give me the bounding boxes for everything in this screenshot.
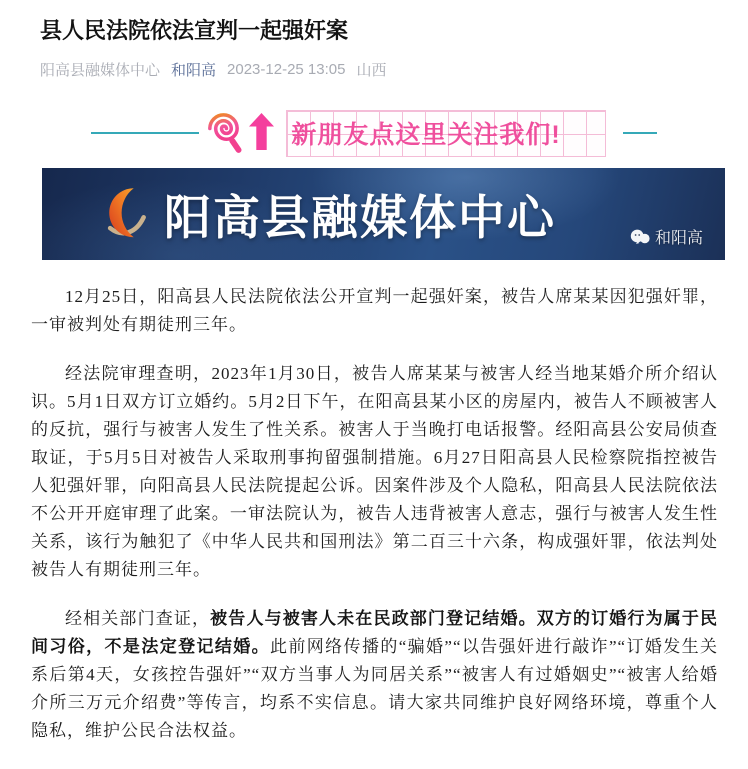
page-title: 县人民法院依法宣判一起强奸案 [40, 18, 349, 43]
paragraph-1 [31, 283, 718, 339]
follow-text: 新朋友点这里关注我们! [291, 121, 561, 149]
meta-source: 阳高县融媒体中心 [40, 62, 161, 79]
paragraph-3-bold-statement: 被告人与被害人未在民政部门登记结婚。双方的订婚行为属于民间习俗，不是法定登记结婚。 [31, 609, 719, 656]
paragraph-1-text: 12月25日，阳高县人民法院依法公开宣判一起强奸案，被告人席某某因犯强奸罪，一审被判处有期徒刑三年。 [31, 287, 718, 334]
meta-region: 山西 [356, 62, 387, 79]
paragraph-2 [31, 360, 718, 584]
meta-datetime: 2023-12-25 13:05 [227, 61, 346, 78]
follow-text-box [286, 110, 605, 157]
article-header [0, 0, 748, 80]
banner-title: 阳高县融媒体中心 [164, 190, 556, 244]
account-link[interactable]: 和阳高 [171, 62, 217, 79]
article-body [0, 260, 748, 769]
header-image-banner[interactable] [42, 168, 725, 260]
up-arrow-icon [249, 113, 274, 150]
follow-banner[interactable] [0, 102, 748, 164]
media-center-logo-icon [92, 181, 150, 247]
paragraph-3-prefix: 经相关部门查证， [65, 609, 211, 628]
watermark-text: 和阳高 [654, 230, 703, 247]
banner-watermark [630, 225, 703, 248]
spiral-lollipop-icon [204, 110, 243, 156]
divider-line-right [623, 132, 657, 134]
divider-line-left [91, 132, 199, 134]
paragraph-2-text: 经法院审理查明，2023年1月30日，被告人席某某与被害人经当地某婚介所介绍认识。5月1日双方订立婚约。5月2日下午，在阳高县某小区的房屋内，被告人不顾被害人的反抗，强行与被害人发生了性关系。被害人于当晚打电话报警。经阳高县公安局侦查取证，于5月5日对被告人采取刑事拘留强制措施。6月27日阳高县人民检察院指控被告人犯强奸罪，向阳高县人民法院提起公诉。因案件涉及个人隐私，阳高县人民法院依法不公开开庭审理了此案。一审法院认为，被告人违背被害人意志，强行与被害人发生性关系，该行为触犯了《中华人民共和国刑法》第二百三十六条，构成强奸罪，依法判处被告人有期徒刑三年。 [31, 364, 718, 579]
article-meta [40, 59, 708, 80]
paragraph-3-rest: 此前网络传播的“骗婚”“以告强奸进行敲诈”“订婚发生关系后第4天，女孩控告强奸”“双方当事人为同居关系”“被害人有过婚姻史”“被害人给婚介所三万元介绍费”等传言，均系不实信息。请大家共同维护良好网络环境，尊重个人隐私，维护公民合法权益。 [31, 637, 718, 740]
paragraph-3 [31, 605, 718, 745]
watermark-chat-icon [630, 228, 651, 246]
